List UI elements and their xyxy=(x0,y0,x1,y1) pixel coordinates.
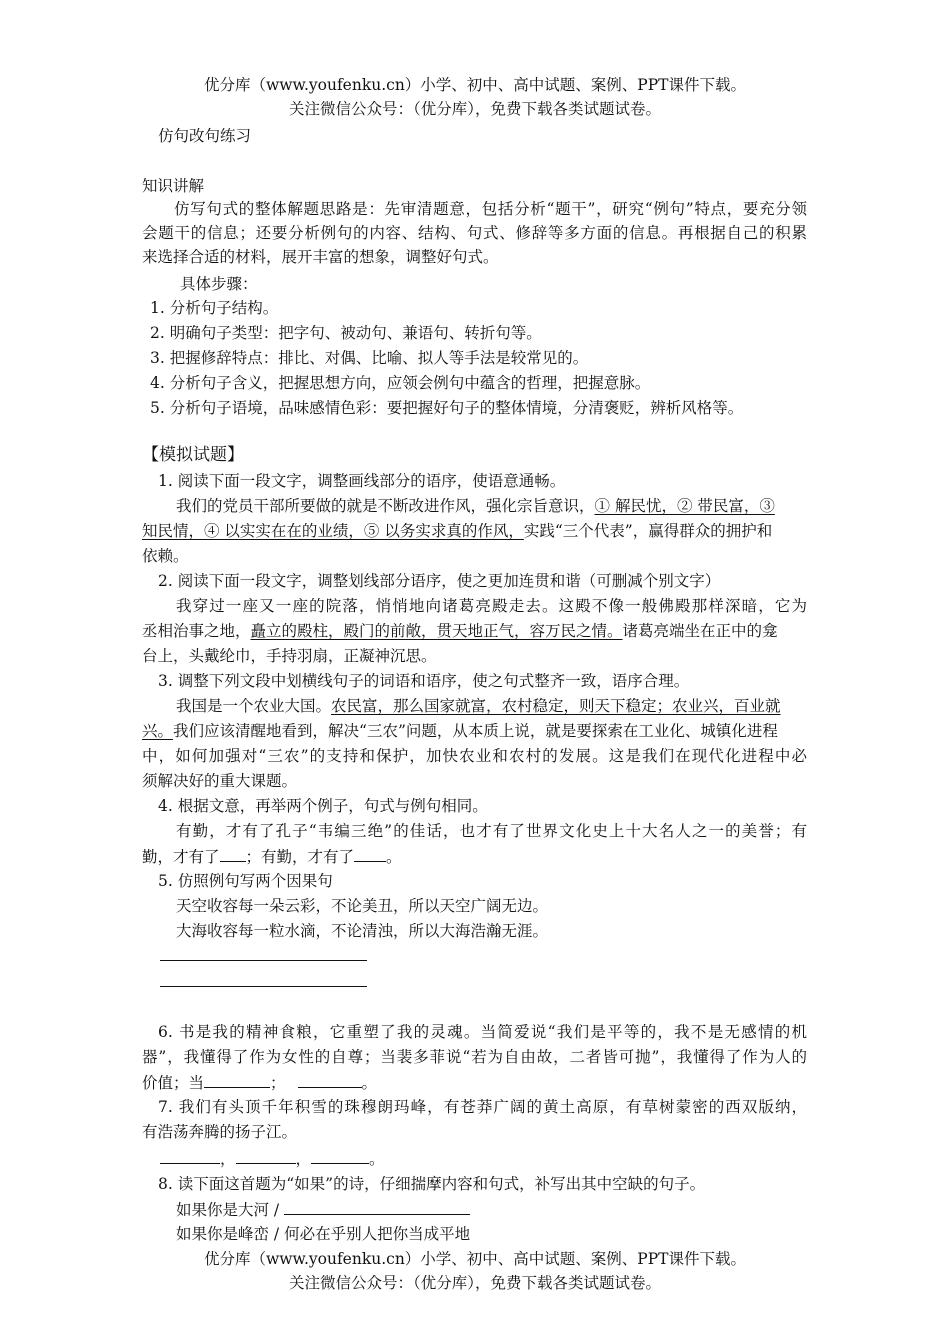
q2-line-3: 台上，头戴纶巾，手持羽扇，正凝神沉思。 xyxy=(142,647,437,665)
q3-line-3: 中，如何加强对“三农”的支持和保护，加快农业和农村的发展。这是我们在现代化进程中必 xyxy=(142,747,807,765)
step-item: 1. 分析句子结构。 xyxy=(150,299,279,317)
q1-prompt: 1. 阅读下面一段文字，调整画线部分的语序，使语意通畅。 xyxy=(158,472,566,490)
q2-line-2 xyxy=(142,620,778,642)
step-item: 4. 分析句子含义，把握思想方向，应领会例句中蕴含的哲理，把握意脉。 xyxy=(150,374,651,392)
q3-line-4: 须解决好的重大课题。 xyxy=(142,772,298,790)
q4-prompt: 4. 根据文意，再举两个例子，句式与例句相同。 xyxy=(158,797,488,815)
q1-text: 实践“三个代表”，赢得群众的拥护和 xyxy=(523,522,773,540)
q6-answer-blank-1[interactable] xyxy=(204,1071,270,1088)
q8-line-2: 如果你是峰峦 / 何必在乎别人把你当成平地 xyxy=(176,1225,471,1243)
q4-answer-blank-2[interactable] xyxy=(354,845,386,862)
q7-separator: ， xyxy=(295,1150,312,1168)
q3-underlined: 兴。 xyxy=(142,722,174,740)
q5-answer-line-2[interactable] xyxy=(160,986,367,987)
q1-line-3: 依赖。 xyxy=(142,547,189,565)
q1-line-1 xyxy=(176,495,775,517)
q7-line-2: 有浩荡奔腾的扬子江。 xyxy=(142,1123,298,1141)
q1-underlined: 知民情，④ 以实实在在的业绩，⑤ 以务实求真的作风， xyxy=(142,522,524,540)
q6-text: 。 xyxy=(361,1074,378,1092)
header-line-1: 优分库（www.youfenku.cn）小学、初中、高中试题、案例、PPT课件下载。 xyxy=(203,76,747,94)
q6-line-1: 6. 书是我的精神食粮，它重塑了我的灵魂。当简爱说“我们是平等的，我不是无感情的机 xyxy=(158,1023,807,1041)
q3-prompt: 3. 调整下列文段中划横线句子的词语和语序，使之句式整齐一致，语序合理。 xyxy=(158,672,690,690)
q1-line-2 xyxy=(142,520,772,542)
q6-answer-blank-2[interactable] xyxy=(298,1071,362,1088)
q1-text: 我们的党员干部所要做的就是不断改进作风，强化宗旨意识， xyxy=(176,497,595,515)
q2-text: 诸葛亮端坐在正中的龛 xyxy=(622,622,778,640)
q7-answer-blank-1[interactable] xyxy=(160,1147,220,1164)
q5-example-2: 大海收容每一粒水滴，不论清浊，所以大海浩瀚无涯。 xyxy=(176,922,549,940)
step-item: 2. 明确句子类型：把字句、被动句、兼语句、转折句等。 xyxy=(150,324,542,342)
footer-line-2: 关注微信公众号：（优分库），免费下载各类试题试卷。 xyxy=(288,1274,661,1292)
q4-text: 勤，才有了 xyxy=(142,848,220,866)
q4-text: ；有勤，才有了 xyxy=(245,848,355,866)
q5-prompt: 5. 仿照例句写两个因果句 xyxy=(158,872,333,890)
q6-text: 价值；当 xyxy=(142,1074,205,1092)
q1-underlined: ① 解民忧，② 带民富，③ xyxy=(594,497,775,515)
q5-answer-line-1[interactable] xyxy=(160,960,367,961)
q3-text: 我国是一个农业大国。 xyxy=(176,697,332,715)
q2-line-1: 我穿过一座又一座的院落，悄悄地向诸葛亮殿走去。这殿不像一般佛殿那样深暗，它为 xyxy=(176,597,807,615)
header-line-2: 关注微信公众号：（优分库），免费下载各类试题试卷。 xyxy=(288,100,661,118)
q2-text: 丞相治事之地， xyxy=(142,622,251,640)
q7-answer-blank-2[interactable] xyxy=(236,1147,296,1164)
q4-line-1: 有勤，才有了孔子“韦编三绝”的佳话，也才有了世界文化史上十大名人之一的美誉；有 xyxy=(176,822,807,840)
knowledge-heading: 知识讲解 xyxy=(142,177,205,195)
q4-text: 。 xyxy=(386,848,402,866)
q6-line-3 xyxy=(142,1071,377,1094)
q8-prompt: 8. 读下面这首题为“如果”的诗，仔细揣摩内容和句式，补写出其中空缺的句子。 xyxy=(158,1175,706,1193)
q2-prompt: 2. 阅读下面一段文字，调整划线部分语序，使之更加连贯和谐（可删减个别文字） xyxy=(158,572,721,590)
q3-line-2 xyxy=(142,720,778,742)
q3-text: 我们应该清醒地看到，解决“三农”问题，从本质上说，就是要探索在工业化、城镇化进程 xyxy=(173,722,778,740)
steps-label: 具体步骤： xyxy=(180,275,258,293)
knowledge-para-line-2: 会题干的信息；还要分析例句的内容、结构、句式、修辞等多方面的信息。再根据自己的积累 xyxy=(142,224,807,242)
exam-heading: 【模拟试题】 xyxy=(142,445,244,465)
q7-separator: 。 xyxy=(369,1150,385,1168)
page-title: 仿句改句练习 xyxy=(158,127,252,145)
q8-answer-blank[interactable] xyxy=(284,1198,470,1215)
q6-text: ； xyxy=(270,1074,286,1092)
q4-line-2 xyxy=(142,845,402,868)
q8-text: 如果你是大河 / xyxy=(176,1201,285,1219)
q8-line-1 xyxy=(176,1198,470,1221)
step-item: 3. 把握修辞特点：排比、对偶、比喻、拟人等手法是较常见的。 xyxy=(150,349,589,367)
q7-line-1: 7. 我们有头顶千年积雪的珠穆朗玛峰，有苍莽广阔的黄土高原，有草树蒙密的西双版纳， xyxy=(158,1098,807,1116)
q4-answer-blank-1[interactable] xyxy=(220,845,246,862)
knowledge-para-line-3: 来选择合适的材料，展开丰富的想象，调整好句式。 xyxy=(142,248,499,266)
q5-example-1: 天空收容每一朵云彩，不论美丑，所以天空广阔无边。 xyxy=(176,897,549,915)
q6-line-2: 器”，我懂得了作为女性的自尊；当裴多菲说“若为自由故，二者皆可抛”，我懂得了作为人的 xyxy=(142,1048,807,1066)
q7-separator: ， xyxy=(220,1150,236,1168)
q3-underlined: 农民富，那么国家就富，农村稳定，则天下稳定；农业兴，百业就 xyxy=(331,697,781,715)
q7-answer-line xyxy=(160,1147,385,1170)
q2-underlined: 矗立的殿柱，殿门的前敞，贯天地正气，容万民之情。 xyxy=(250,622,623,640)
q3-line-1 xyxy=(176,695,781,717)
footer-line-1: 优分库（www.youfenku.cn）小学、初中、高中试题、案例、PPT课件下载。 xyxy=(203,1250,747,1268)
step-item: 5. 分析句子语境，品味感情色彩：要把握好句子的整体情境，分清褒贬，辨析风格等。 xyxy=(150,399,744,417)
knowledge-para-line-1: 仿写句式的整体解题思路是：先审清题意，包括分析“题干”，研究“例句”特点，要充分领 xyxy=(174,200,807,218)
q7-answer-blank-3[interactable] xyxy=(311,1147,369,1164)
